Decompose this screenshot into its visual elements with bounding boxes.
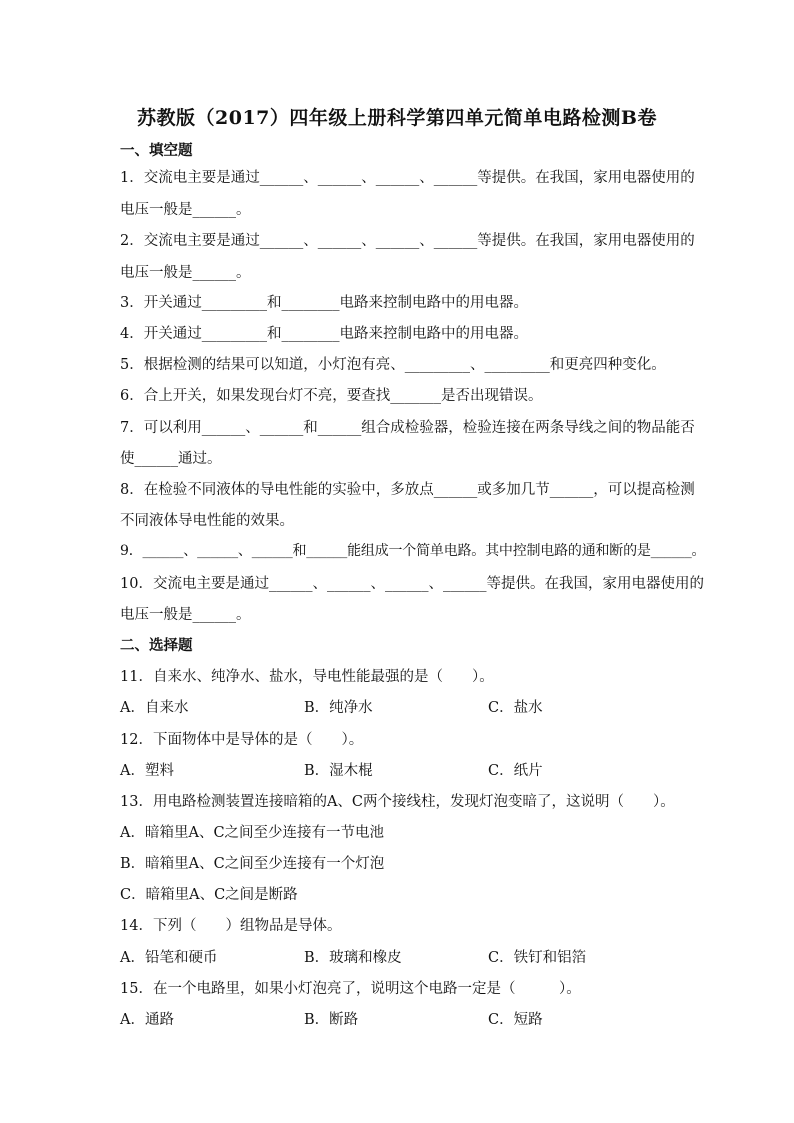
- question-14-option-a: A．铅笔和硬币: [120, 950, 218, 966]
- question-7-line-1: 7．可以利用______、______和______组合成检验器，检验连接在两条导线之间的物品能否: [120, 420, 695, 436]
- question-14-option-b: B．玻璃和橡皮: [304, 950, 402, 966]
- question-15: 15．在一个电路里，如果小灯泡亮了，说明这个电路一定是（ ）。: [120, 981, 581, 997]
- question-10-line-2: 电压一般是______。: [120, 607, 251, 623]
- question-15-option-a: A．通路: [120, 1012, 174, 1028]
- question-7-line-2: 使______通过。: [120, 451, 222, 467]
- question-13: 13．用电路检测装置连接暗箱的A、C两个接线柱，发现灯泡变暗了，这说明（ ）。: [120, 794, 675, 810]
- question-4: 4．开关通过_________和________电路来控制电路中的用电器。: [120, 326, 528, 342]
- question-10-line-1: 10．交流电主要是通过______、______、______、______等提供。在我国，家用电器使用的: [120, 576, 704, 592]
- question-8-line-2: 不同液体导电性能的效果。: [120, 513, 294, 529]
- question-13-option-a: A．暗箱里A、C之间至少连接有一节电池: [120, 825, 385, 841]
- question-2-line-1: 2．交流电主要是通过______、______、______、______等提供。在我国，家用电器使用的: [120, 233, 695, 249]
- question-12-option-a: A．塑料: [120, 763, 174, 779]
- question-15-option-b: B．断路: [304, 1012, 359, 1028]
- question-2-line-2: 电压一般是______。: [120, 265, 251, 281]
- question-1-line-2: 电压一般是______。: [120, 202, 251, 218]
- question-6: 6．合上开关，如果发现台灯不亮，要查找_______是否出现错误。: [120, 388, 543, 404]
- question-14: 14．下列（ ）组物品是导体。: [120, 918, 342, 934]
- page-title: 苏教版（2017）四年级上册科学第四单元简单电路检测B卷: [137, 107, 657, 129]
- question-15-option-c: C．短路: [488, 1012, 543, 1028]
- question-14-option-c: C．铁钉和铝箔: [488, 950, 587, 966]
- question-13-option-c: C．暗箱里A、C之间是断路: [120, 887, 298, 903]
- question-1-line-1: 1．交流电主要是通过______、______、______、______等提供。在我国，家用电器使用的: [120, 170, 695, 186]
- question-11: 11．自来水、纯净水、盐水，导电性能最强的是（ ）。: [120, 669, 494, 685]
- question-5: 5．根据检测的结果可以知道，小灯泡有亮、_________、_________和更亮四种变化。: [120, 357, 666, 373]
- question-13-option-b: B．暗箱里A、C之间至少连接有一个灯泡: [120, 856, 385, 872]
- question-11-option-c: C．盐水: [488, 700, 543, 716]
- question-3: 3．开关通过_________和________电路来控制电路中的用电器。: [120, 295, 528, 311]
- question-12-option-c: C．纸片: [488, 763, 543, 779]
- section-choice-heading: 二、选择题: [120, 637, 193, 654]
- question-11-option-b: B．纯净水: [304, 700, 373, 716]
- question-11-option-a: A．自来水: [120, 700, 189, 716]
- question-8-line-1: 8．在检验不同液体的导电性能的实验中，多放点______或多加几节______，可以提高检测: [120, 482, 695, 498]
- question-9: 9．______、______、______和______能组成一个简单电路。其中控制电路的通和断的是______。: [120, 543, 706, 559]
- question-12-option-b: B．湿木棍: [304, 763, 373, 779]
- section-fill-heading: 一、填空题: [120, 142, 193, 159]
- question-12: 12．下面物体中是导体的是（ ）。: [120, 732, 364, 748]
